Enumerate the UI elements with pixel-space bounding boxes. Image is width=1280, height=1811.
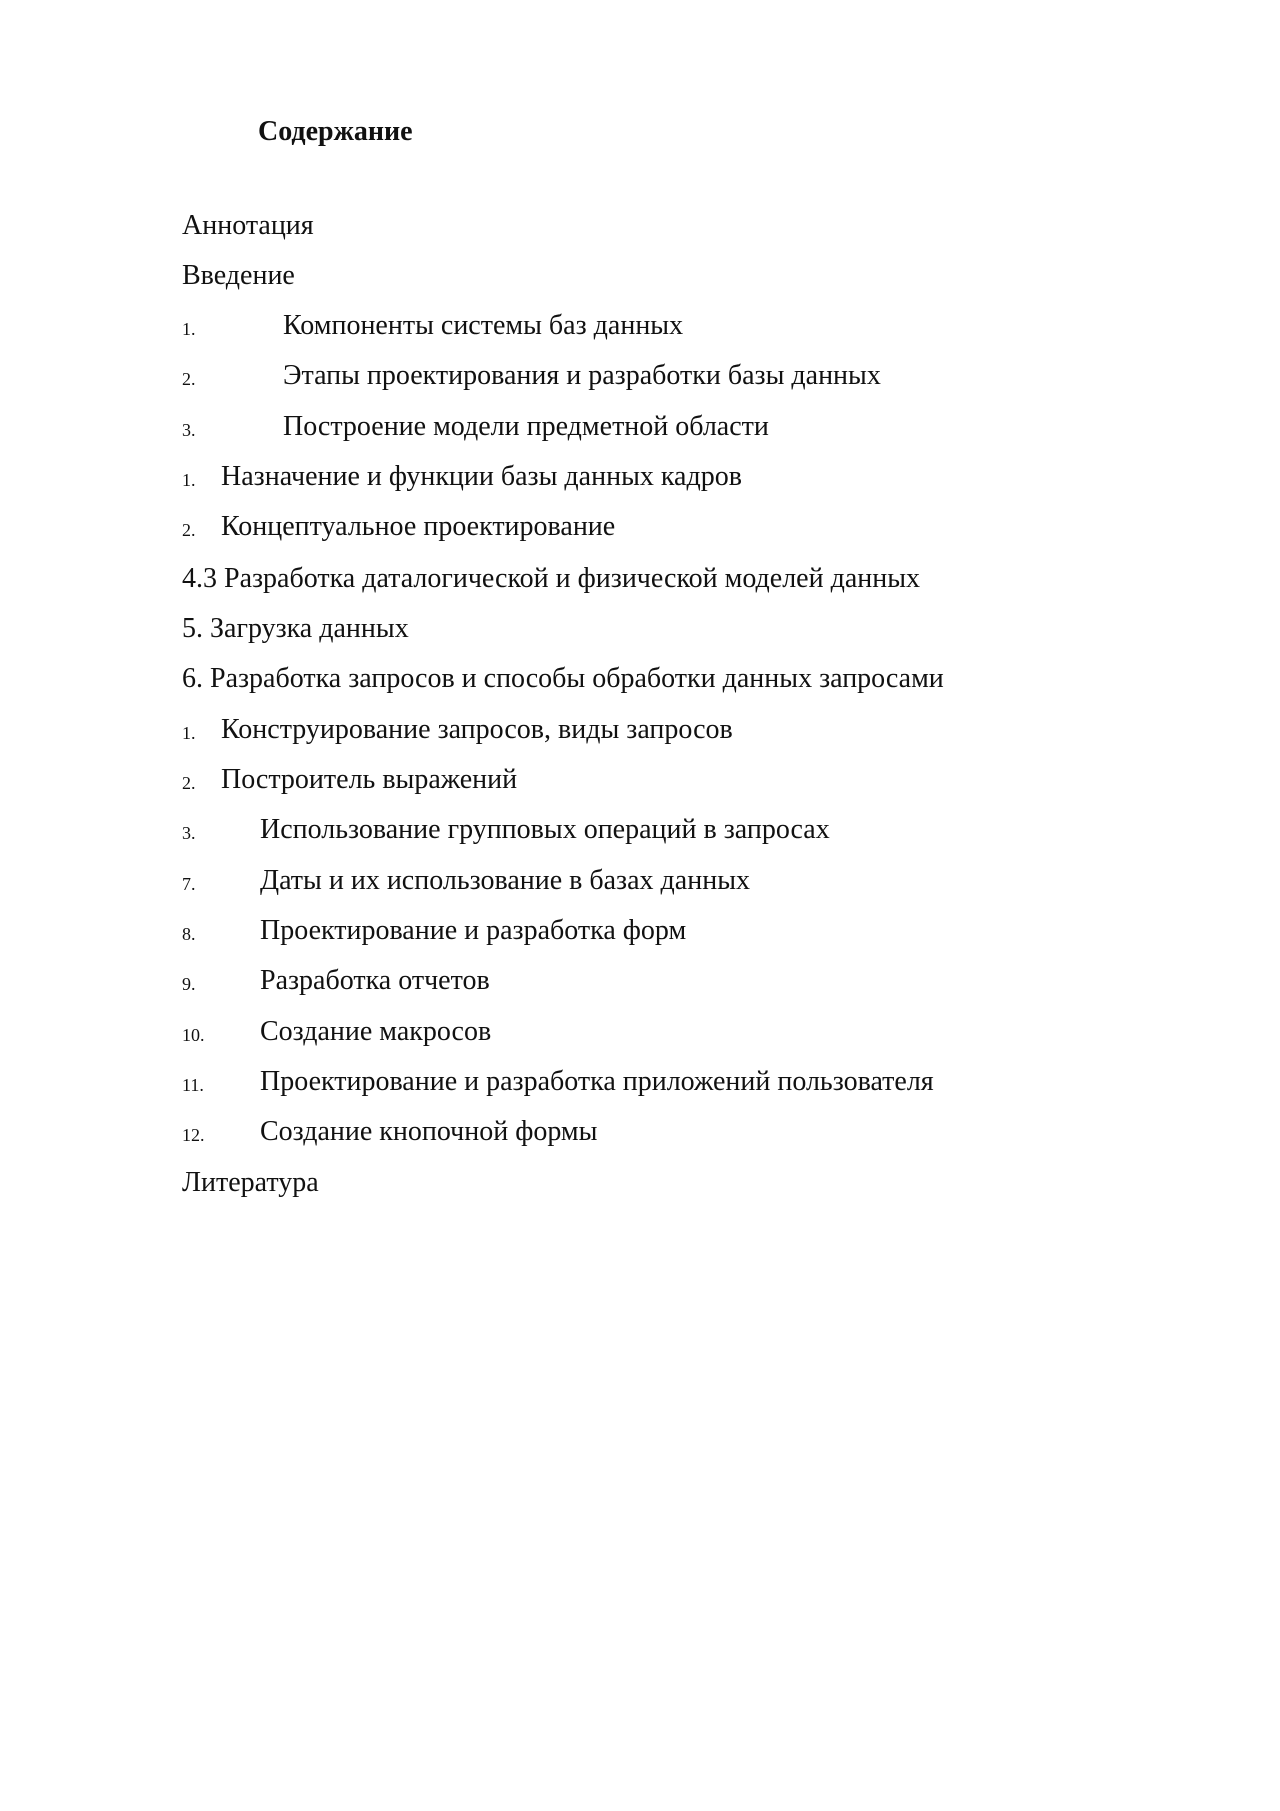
toc-entry-number: 1. (182, 319, 196, 339)
toc-entry-text: Создание макросов (260, 1016, 492, 1047)
toc-entry-number: 12. (182, 1125, 205, 1145)
toc-entry-introduction: Введение (182, 260, 295, 291)
toc-entry-text: Использование групповых операций в запросах (260, 814, 830, 845)
toc-entry-number: 10. (182, 1025, 205, 1045)
toc-entry-text: Разработка отчетов (260, 965, 490, 996)
toc-entry-text: Даты и их использование в базах данных (260, 865, 750, 896)
toc-entry-text: Проектирование и разработка форм (260, 915, 687, 946)
toc-entry-text: Конструирование запросов, виды запросов (221, 714, 733, 745)
toc-entry-text: Назначение и функции базы данных кадров (221, 461, 742, 492)
toc-entry-number: 3. (182, 420, 196, 440)
page-title: Содержание (258, 116, 413, 147)
toc-entry-number: 9. (182, 974, 196, 994)
toc-entry-text: Построение модели предметной области (283, 411, 769, 442)
toc-entry-literature: Литература (182, 1167, 319, 1198)
toc-entry-number: 3. (182, 823, 196, 843)
toc-entry-number: 7. (182, 874, 196, 894)
toc-entry-text: Концептуальное проектирование (221, 511, 616, 542)
toc-entry-text: Построитель выражений (221, 764, 518, 795)
toc-entry-number: 2. (182, 773, 196, 793)
toc-entry-text: Проектирование и разработка приложений пользователя (260, 1066, 934, 1097)
toc-entry-number: 11. (182, 1075, 204, 1095)
toc-entry: 6. Разработка запросов и способы обработки данных запросами (182, 663, 944, 694)
toc-entry-number: 8. (182, 924, 196, 944)
toc-entry: 4.3 Разработка даталогической и физической моделей данных (182, 563, 921, 594)
toc-entry-text: Создание кнопочной формы (260, 1116, 598, 1147)
toc-entry-number: 2. (182, 520, 196, 540)
toc-entry-annotation: Аннотация (182, 210, 314, 241)
toc-entry-text: Компоненты системы баз данных (283, 310, 684, 341)
toc-entry-number: 1. (182, 723, 196, 743)
toc-entry-text: Этапы проектирования и разработки базы данных (283, 360, 881, 391)
toc-entry-number: 1. (182, 470, 196, 490)
toc-entry: 5. Загрузка данных (182, 613, 409, 644)
toc-entry-number: 2. (182, 369, 196, 389)
